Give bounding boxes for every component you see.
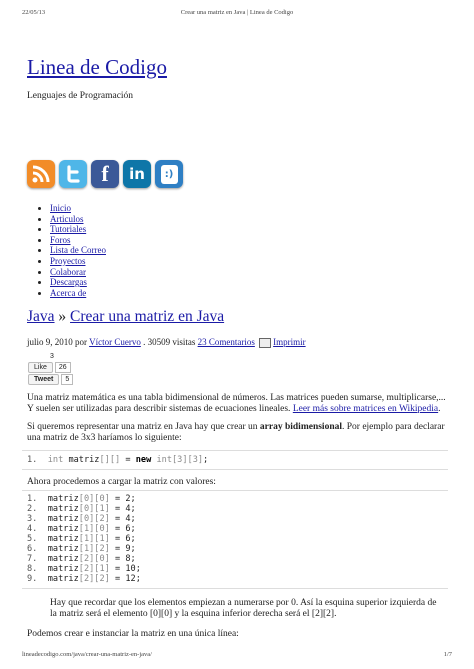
print-footer-page: 1/7 <box>443 651 452 658</box>
linkedin-icon[interactable]: in <box>123 160 151 188</box>
social-bar <box>27 160 183 190</box>
array-paragraph: Si queremos representar una matriz en Java hay que crear un array bidimensional. Por ejemplo para declarar una matriz de 3x3 haríamos lo siguiente: <box>27 422 445 443</box>
tweet-button[interactable]: Tweet <box>28 374 59 385</box>
printer-icon[interactable] <box>259 338 271 348</box>
code-line: 7. matriz[2][0] = 8; <box>27 554 136 564</box>
print-link[interactable]: Imprimir <box>273 337 306 347</box>
like-widget <box>28 362 71 373</box>
contact-icon[interactable]: :) <box>155 160 183 188</box>
visit-count: . 30509 visitas <box>143 337 196 347</box>
nav-item-foros[interactable]: • Foros <box>50 235 106 246</box>
assignment-code <box>27 494 141 584</box>
post-meta <box>27 337 306 348</box>
nav-item-articulos[interactable]: • Articulos <box>50 214 106 225</box>
wikipedia-link[interactable]: Leer más sobre matrices en Wikipedia <box>292 404 439 414</box>
intro-paragraph: Una matriz matemática es una tabla bidimensional de números. Las matrices pueden sumarse, multiplicarse,... Y suelen ser utilizadas para describir sistemas de ecuaciones lineales. Leer más sobre matrices en Wikipedia. <box>27 393 446 414</box>
print-header-date: 22/05/13 <box>22 9 46 16</box>
code-line: 5. matriz[1][1] = 6; <box>27 534 136 544</box>
code-line: 2. matriz[0][1] = 4; <box>27 504 136 514</box>
load-paragraph: Ahora procedemos a cargar la matriz con valores: <box>27 477 216 487</box>
code-line: 4. matriz[1][0] = 6; <box>27 524 136 534</box>
site-tagline: Lenguajes de Programación <box>27 91 134 101</box>
print-footer-url: lineadecodigo.com/java/crear-una-matriz-en-java/ <box>22 651 152 658</box>
code-line: 8. matriz[2][1] = 10; <box>27 564 141 574</box>
single-line-paragraph: Podemos crear e instanciar la matriz en una única línea: <box>27 629 239 639</box>
post-title-link[interactable]: Crear una matriz en Java <box>70 308 225 325</box>
title-separator: » <box>58 308 67 325</box>
print-header-title: Crear una matriz en Java | Linea de Codigo <box>180 9 294 16</box>
nav-item-colaborar[interactable]: • Colaborar <box>50 267 106 278</box>
twitter-icon[interactable] <box>59 160 87 188</box>
nav-item-tutoriales[interactable]: • Tutoriales <box>50 224 106 235</box>
author-link[interactable]: Víctor Cuervo <box>89 337 141 347</box>
comments-link[interactable]: 23 Comentarios <box>197 337 255 347</box>
site-title[interactable]: Linea de Codigo <box>27 55 167 79</box>
code-line: 6. matriz[1][2] = 9; <box>27 544 136 554</box>
nav-item-descargas[interactable]: • Descargas <box>50 277 106 288</box>
code-line: 1. int matriz[][] = new int[3][3]; <box>27 455 209 465</box>
tweet-count: 5 <box>61 374 73 385</box>
code-line: 3. matriz[0][2] = 4; <box>27 514 136 524</box>
post-date: julio 9, 2010 por <box>27 337 87 347</box>
post-category-link[interactable]: Java <box>27 308 55 325</box>
code-line: 9. matriz[2][2] = 12; <box>27 574 141 584</box>
code-line: 1. matriz[0][0] = 2; <box>27 494 136 504</box>
nav-item-lista-de-correo[interactable]: • Lista de Correo <box>50 245 106 256</box>
rss-icon[interactable] <box>27 160 55 188</box>
like-count-top: 3 <box>50 353 54 360</box>
tweet-widget <box>28 374 73 385</box>
nav-item-proyectos[interactable]: • Proyectos <box>50 256 106 267</box>
index-note-paragraph: Hay que recordar que los elementos empiezan a numerarse por 0. Así la esquina superior izquierda de la matriz será el elemento [0][0] y la esquina inferior derecha será el [2][2]. <box>50 598 437 619</box>
main-nav <box>37 203 106 298</box>
facebook-icon[interactable]: f <box>91 160 119 188</box>
post-title <box>27 308 224 326</box>
nav-item-inicio[interactable]: • Inicio <box>50 203 106 214</box>
like-button[interactable]: Like <box>28 362 53 373</box>
nav-item-acerca-de[interactable]: • Acerca de <box>50 288 106 299</box>
like-count: 26 <box>55 362 71 373</box>
